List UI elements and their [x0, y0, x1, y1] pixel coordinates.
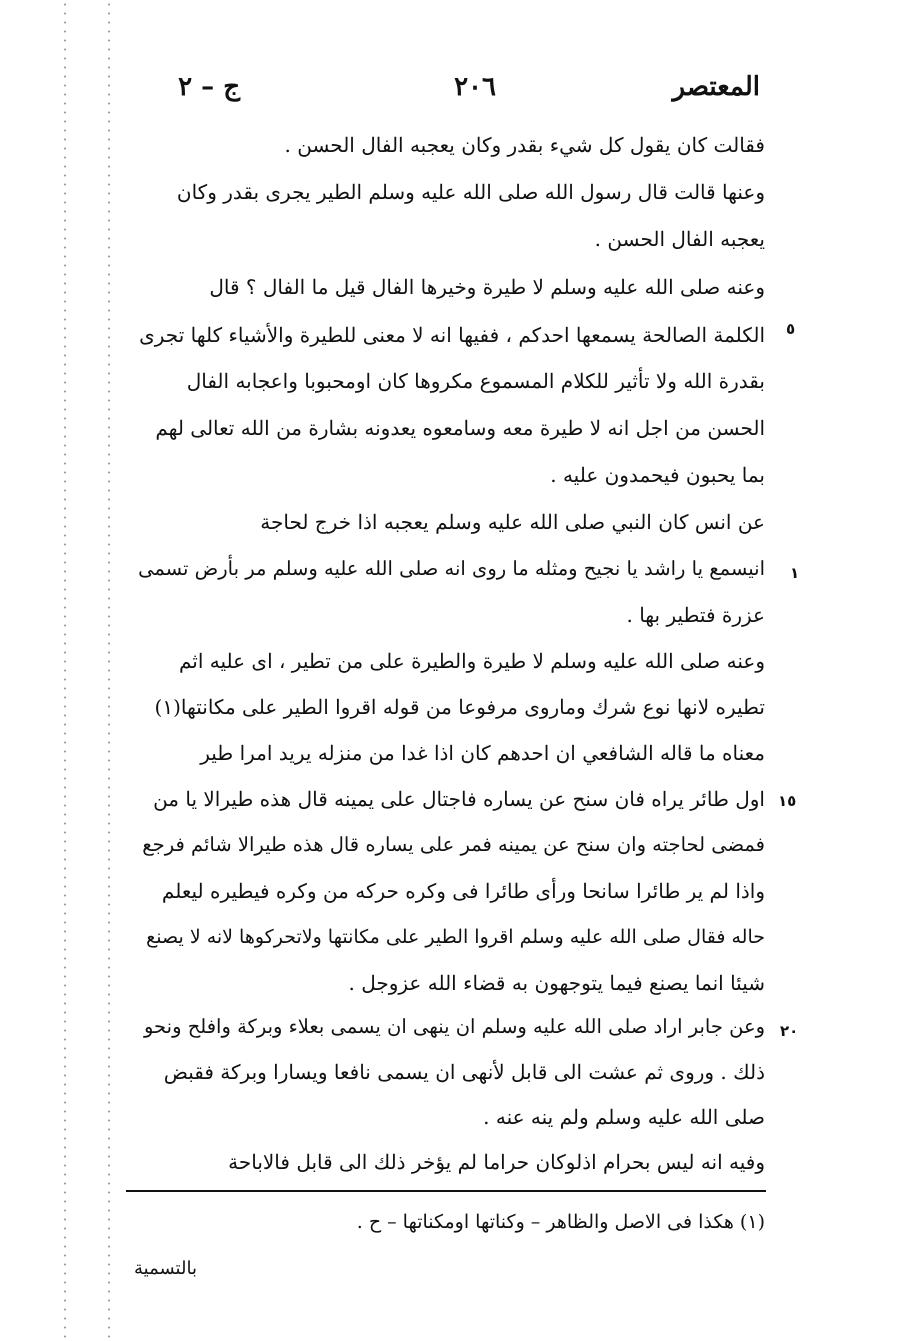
- line-number-marker: ١٥: [778, 792, 797, 810]
- text-line: عن انس كان النبي صلى الله عليه وسلم يعجبه اذا خرج لحاجة: [260, 510, 765, 534]
- text-line: فقالت كان يقول كل شيء بقدر وكان يعجبه الفال الحسن .: [284, 133, 765, 157]
- text-line: حاله فقال صلى الله عليه وسلم اقروا الطير على مكانتها ولاتحركوها لانه لا يصنع: [146, 926, 765, 948]
- text-line: معناه ما قاله الشافعي ان احدهم كان اذا غدا من منزله يريد امرا طير: [200, 741, 765, 765]
- text-line: الكلمة الصالحة يسمعها احدكم ، ففيها انه لا معنى للطيرة والأشياء كلها تجرى: [139, 323, 765, 347]
- text-line: فمضى لحاجته وان سنح عن يمينه فمر على يساره قال هذه طيرالا شائم فرجع: [142, 833, 765, 856]
- text-line: وعنه صلى الله عليه وسلم لا طيرة وخيرها الفال قيل ما الفال ؟ قال: [209, 275, 765, 299]
- text-line: عزرة فتطير بها .: [626, 603, 765, 627]
- text-line: وعنها قالت قال رسول الله صلى الله عليه وسلم الطير يجرى بقدر وكان: [176, 180, 765, 204]
- text-line: وعن جابر اراد صلى الله عليه وسلم ان ينهى ان يسمى بعلاء وبركة وافلح ونحو: [143, 1015, 765, 1038]
- line-number-marker: ٥: [786, 320, 796, 338]
- volume-label: ج – ٢: [178, 72, 240, 102]
- text-line: ذلك . وروى ثم عشت الى قابل لأنهى ان يسمى نافعا ويسارا وبركة فقبض: [163, 1060, 765, 1084]
- text-line: انيسمع يا راشد يا نجيح ومثله ما روى انه صلى الله عليه وسلم مر بأرض تسمى: [138, 557, 765, 580]
- scan-edge-marks: [108, 0, 110, 1341]
- text-line: شيئا انما يصنع فيما يتوجهون به قضاء الله عزوجل .: [348, 971, 765, 995]
- text-line: واذا لم ير طائرا سانحا ورأى طائرا فى وكره حركه من وكره فيطيره ليعلم: [161, 879, 765, 903]
- book-title: المعتصر: [672, 72, 760, 102]
- scan-edge-marks: [64, 0, 66, 1341]
- text-line: وفيه انه ليس بحرام اذلوكان حراما لم يؤخر ذلك الى قابل فالاباحة: [228, 1150, 765, 1174]
- footnote-separator: [126, 1190, 766, 1192]
- text-line: الحسن من اجل انه لا طيرة معه وسامعوه يعدونه بشارة من الله تعالى لهم: [155, 416, 765, 440]
- text-line: بما يحبون فيحمدون عليه .: [550, 463, 765, 487]
- catchword: بالتسمية: [134, 1258, 197, 1279]
- text-line: صلى الله عليه وسلم ولم ينه عنه .: [483, 1105, 765, 1129]
- line-number-marker: ٢٠: [780, 1022, 799, 1040]
- running-header: [140, 72, 760, 118]
- text-line: بقدرة الله ولا تأثير للكلام المسموع مكروها كان اومحبوبا واعجابه الفال: [186, 369, 765, 393]
- text-line: اول طائر يراه فان سنح عن يساره فاجتال على يمينه قال هذه طيرالا يا من: [153, 787, 765, 811]
- footnote-text: (١) هكذا فى الاصل والظاهر – وكناتها اومكناتها – ح .: [356, 1211, 765, 1233]
- text-line: تطيره لانها نوع شرك وماروى مرفوعا من قوله اقروا الطير على مكانتها(١): [154, 695, 765, 719]
- line-number-marker: ١: [790, 564, 800, 582]
- text-line: يعجبه الفال الحسن .: [594, 227, 765, 251]
- page-number: ٢٠٦: [454, 72, 496, 102]
- text-line: وعنه صلى الله عليه وسلم لا طيرة والطيرة على من تطير ، اى عليه اثم: [178, 649, 765, 673]
